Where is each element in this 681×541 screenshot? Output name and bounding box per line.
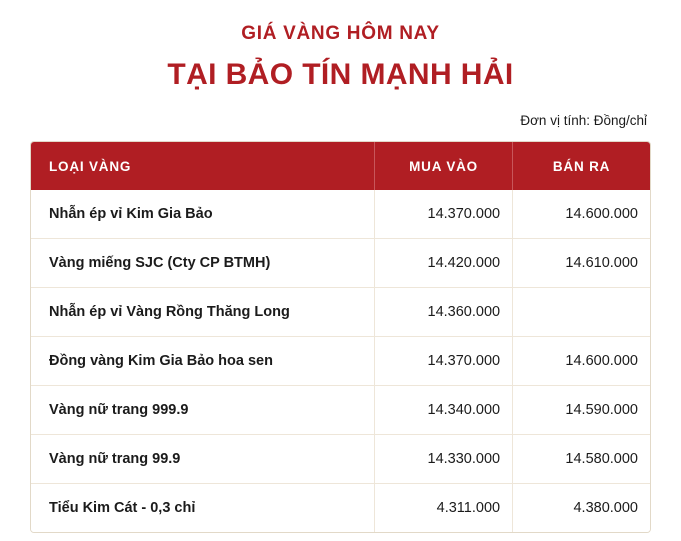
cell-gold-type: Đồng vàng Kim Gia Bảo hoa sen	[31, 337, 375, 386]
cell-buy-price: 14.360.000	[375, 288, 513, 337]
cell-gold-type: Tiểu Kim Cát - 0,3 chỉ	[31, 484, 375, 533]
cell-sell-price: 14.580.000	[513, 435, 650, 484]
column-header-gold-type: LOẠI VÀNG	[31, 142, 375, 190]
cell-sell-price: 14.600.000	[513, 337, 650, 386]
cell-gold-type: Vàng nữ trang 999.9	[31, 386, 375, 435]
column-header-sell: BÁN RA	[513, 142, 650, 190]
table-header	[31, 142, 650, 190]
cell-buy-price: 14.420.000	[375, 239, 513, 288]
table-header-row	[31, 142, 650, 190]
table-row	[31, 386, 650, 435]
cell-sell-price	[513, 288, 650, 337]
price-table-container	[30, 141, 651, 533]
table-row	[31, 239, 650, 288]
page-header	[30, 0, 651, 93]
cell-sell-price: 14.590.000	[513, 386, 650, 435]
table-body	[31, 190, 650, 532]
cell-buy-price: 14.330.000	[375, 435, 513, 484]
cell-buy-price: 14.370.000	[375, 190, 513, 239]
cell-sell-price: 14.600.000	[513, 190, 650, 239]
footer-spacer	[30, 533, 651, 541]
price-table	[31, 142, 650, 532]
cell-gold-type: Vàng nữ trang 99.9	[31, 435, 375, 484]
cell-gold-type: Vàng miếng SJC (Cty CP BTMH)	[31, 239, 375, 288]
cell-buy-price: 4.311.000	[375, 484, 513, 533]
table-row	[31, 337, 650, 386]
cell-sell-price: 14.610.000	[513, 239, 650, 288]
column-header-buy: MUA VÀO	[375, 142, 513, 190]
cell-gold-type: Nhẫn ép vỉ Vàng Rồng Thăng Long	[31, 288, 375, 337]
cell-buy-price: 14.340.000	[375, 386, 513, 435]
table-row	[31, 435, 650, 484]
page-title-small: GIÁ VÀNG HÔM NAY	[241, 23, 440, 44]
cell-gold-type: Nhẫn ép vỉ Kim Gia Bảo	[31, 190, 375, 239]
table-row	[31, 484, 650, 533]
unit-note: Đơn vị tính: Đồng/chỉ	[520, 113, 647, 129]
cell-buy-price: 14.370.000	[375, 337, 513, 386]
table-row	[31, 288, 650, 337]
cell-sell-price: 4.380.000	[513, 484, 650, 533]
table-row	[31, 190, 650, 239]
page-title: TẠI BẢO TÍN MẠNH HẢI	[167, 57, 514, 91]
